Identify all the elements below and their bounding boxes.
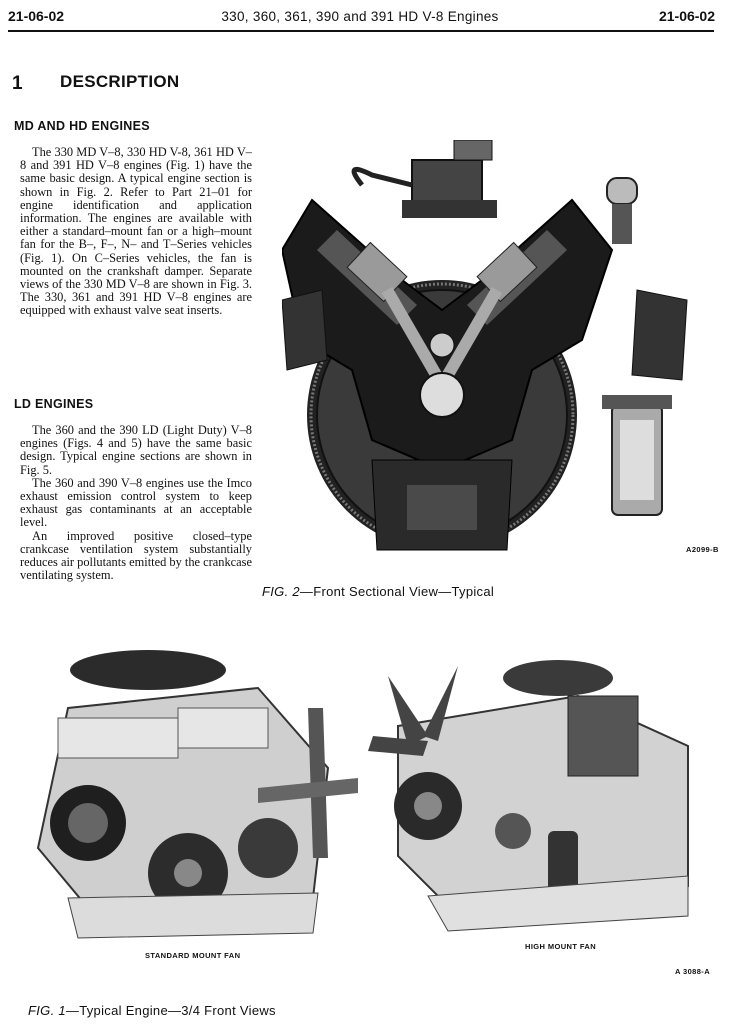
label-high-mount-fan: HIGH MOUNT FAN [525,942,597,951]
fig2-caption [262,584,494,599]
fig1-code: A 3088-A [675,967,711,976]
high-mount-fan-engine-illustration [368,656,708,936]
section-title: DESCRIPTION [60,72,180,91]
ld-paragraph-1: The 360 and the 390 LD (Light Duty) V–8 engines (Figs. 4 and 5) have the same basic design. Typical engine sections are shown in Fig. 5. [20,423,252,477]
fig1-caption-text: —Typical Engine—3/4 Front Views [65,1003,276,1018]
page-number-right: 21-06-02 [658,8,715,24]
ld-body [20,424,252,582]
md-hd-paragraph: The 330 MD V–8, 330 HD V-8, 361 HD V–8 and 391 HD V–8 engines (Fig. 1) have the same basic design. A typical engine section is shown in Fig. 2. Refer to Part 21–01 for engine identification and application information. The engines are available with either a standard–mount fan or a high–mount fan for the B–, F–, N– and T–Series vehicles (Fig. 1). On C–Series vehicles, the fan is mounted on the crankshaft damper. Separate views of the 330 MD V–8 are shown in Fig. 3. The 330, 361 and 391 HD V–8 engines are equipped with exhaust valve seat inserts. [20,145,252,318]
fig1-caption [28,1003,276,1018]
running-header-title: 330, 360, 361, 390 and 391 HD V-8 Engines [221,9,499,24]
fig1-caption-prefix: FIG. 1 [28,1003,66,1018]
section-number: 1 [12,73,23,94]
standard-mount-fan-engine-illustration [28,648,363,943]
page-number-left: 21-06-02 [8,8,65,24]
ld-paragraph-2: The 360 and 390 V–8 engines use the Imco exhaust emission control system to keep exhaust gas contaminants at an acceptable level. [20,475,252,530]
label-standard-mount-fan: STANDARD MOUNT FAN [145,951,241,960]
fig2-caption-prefix: FIG. 2 [262,584,300,599]
header-rule [8,30,714,32]
fig2-caption-text: —Front Sectional View—Typical [299,584,495,599]
ld-heading: LD ENGINES [14,397,94,411]
fig2-code: A2099-B [686,545,719,554]
front-sectional-view-illustration [282,140,702,560]
ld-paragraph-3: An improved positive closed–type crankcase ventilation system substantially reduces air pollutants emitted by the crankcase ventilating system. [20,528,252,583]
md-hd-heading: MD AND HD ENGINES [14,119,150,133]
